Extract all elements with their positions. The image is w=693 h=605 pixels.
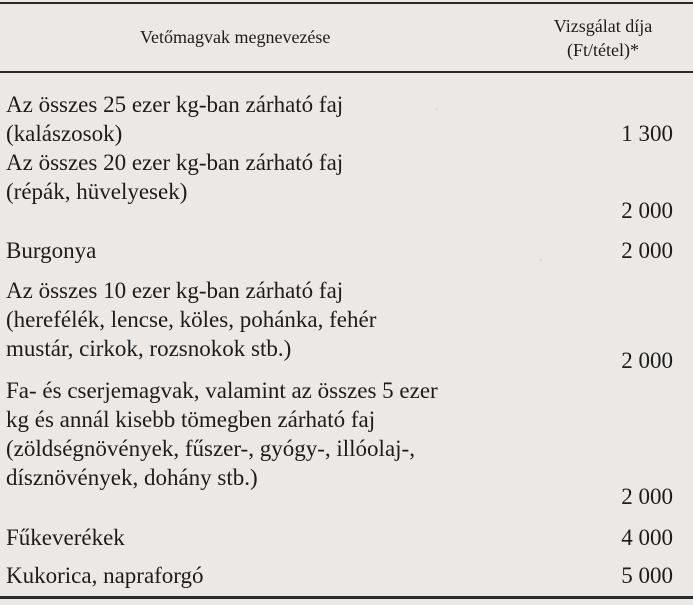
table-row-name — [6, 376, 526, 492]
table-row-fee: 4 000 — [621, 525, 673, 550]
row-name-line: (herefélék, lencse, köles, pohánka, fehér — [6, 307, 377, 332]
row-name-line: Az összes 10 ezer kg-ban zárható faj — [6, 278, 344, 303]
row-name-line: kg és annál kisebb tömegben zárható faj — [6, 407, 376, 432]
column-header-seed-name: Vetőmagvak megnevezése — [140, 27, 331, 47]
table-row-fee: 2 000 — [621, 198, 673, 223]
table-row-fee: 5 000 — [621, 563, 673, 588]
row-name-line: (répák, hüvelyesek) — [6, 179, 188, 204]
column-header-fee-line1: Vizsgálat díja — [553, 16, 653, 36]
table-row-name — [6, 90, 526, 148]
table-row-name — [6, 148, 526, 206]
row-name-line: (kalászosok) — [6, 121, 123, 146]
row-name-line: mustár, cirkok, rozsnokok stb.) — [6, 336, 292, 361]
table-row-name — [6, 561, 526, 590]
row-name-line: Burgonya — [6, 238, 97, 263]
row-name-line: (zöldségnövények, fűszer-, gyógy-, illóolaj-, — [6, 436, 415, 461]
table-row-fee: 1 300 — [621, 121, 673, 146]
table-row-name — [6, 276, 526, 363]
table-row-fee: 2 000 — [621, 348, 673, 373]
row-name-line: Az összes 25 ezer kg-ban zárható faj — [6, 92, 344, 117]
column-header-fee-line2: (Ft/tétel)* — [567, 40, 639, 60]
table-row-fee: 2 000 — [621, 238, 673, 263]
row-name-line: Fa- és cserjemagvak, valamint az összes 5 ezer — [6, 378, 438, 403]
table-row-fee: 2 000 — [621, 484, 673, 509]
column-header-fee — [524, 14, 682, 62]
row-name-line: Az összes 20 ezer kg-ban zárható faj — [6, 150, 344, 175]
row-name-line: Kukorica, napraforgó — [6, 563, 204, 588]
table-bottom-rule — [0, 596, 693, 599]
row-name-line: Fűkeverékek — [6, 525, 125, 550]
table-row-name — [6, 236, 526, 265]
table-row-name — [6, 523, 526, 552]
header-rule — [0, 71, 693, 73]
row-name-line: dísznövények, dohány stb.) — [6, 465, 258, 490]
table-top-rule — [0, 2, 693, 4]
